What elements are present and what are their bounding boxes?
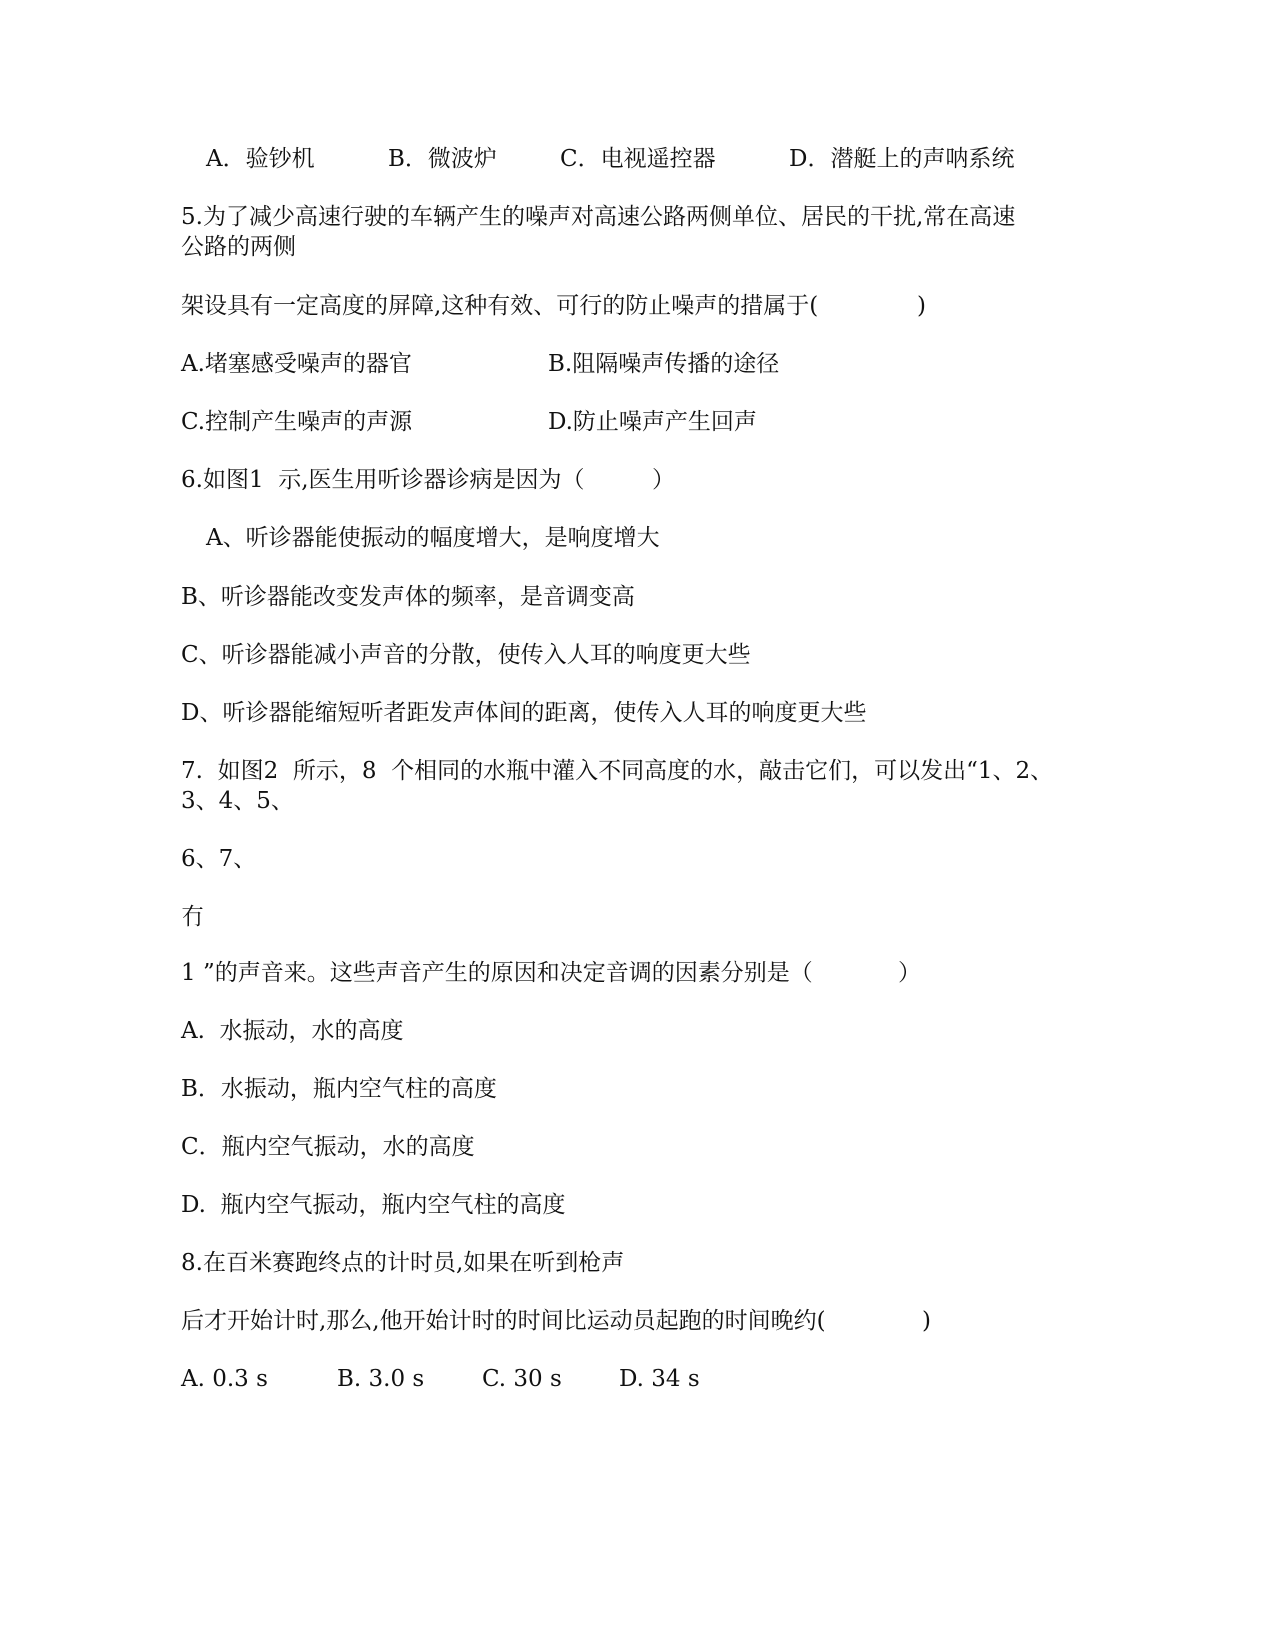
q7-stem-line-4: 冇 [181, 904, 204, 930]
q6-option-a: A、听诊器能使振动的幅度增大，是响度增大 [206, 525, 660, 551]
q5-option-a: A.堵塞感受噪声的器官 [181, 351, 412, 377]
q4-option-b: B．微波炉 [388, 146, 497, 172]
q7-stem-line-5: 1 ”的声音来。这些声音产生的原因和决定音调的因素分别是（ [181, 960, 813, 986]
q8-answer-paren: ) [922, 1308, 931, 1334]
q6-option-b: B、听诊器能改变发声体的频率，是音调变高 [181, 584, 635, 610]
q7-stem-line-2: 3、4、5、 [181, 788, 294, 814]
q8-option-c: C. 30 s [482, 1366, 562, 1392]
q8-stem-line-1: 8.在百米赛跑终点的计时员,如果在听到枪声 [181, 1250, 625, 1276]
q5-stem-line-2: 公路的两侧 [181, 234, 296, 260]
q4-option-c: C．电视遥控器 [560, 146, 716, 172]
q7-stem-line-3: 6、7、 [181, 846, 257, 872]
q7-answer-paren: ） [898, 960, 921, 986]
q5-option-c: C.控制产生噪声的声源 [181, 409, 413, 435]
q5-stem-line-3: 架设具有一定高度的屏障,这种有效、可行的防止噪声的措属于( [181, 293, 819, 319]
q6-stem: 6.如图1 示,医生用听诊器诊病是因为（ [181, 467, 585, 493]
q5-answer-paren: ) [917, 293, 926, 319]
q5-option-b: B.阻隔噪声传播的途径 [548, 351, 780, 377]
q8-option-b: B. 3.0 s [337, 1366, 425, 1392]
q7-option-d: D. 瓶内空气振动，瓶内空气柱的高度 [181, 1192, 566, 1218]
q6-option-c: C、听诊器能减小声音的分散，使传入人耳的响度更大些 [181, 642, 751, 668]
q8-option-d: D. 34 s [619, 1366, 700, 1392]
q7-option-b: B．水振动，瓶内空气柱的高度 [181, 1076, 497, 1102]
q7-option-a: A. 水振动，水的高度 [181, 1018, 404, 1044]
q6-answer-paren: ） [652, 467, 675, 493]
q5-stem-line-1: 5.为了减少高速行驶的车辆产生的噪声对高速公路两侧单位、居民的干扰,常在高速 [181, 204, 1016, 230]
q4-option-d: D．潜艇上的声呐系统 [789, 146, 1015, 172]
q8-option-a: A. 0.3 s [181, 1366, 268, 1392]
q7-option-c: C．瓶内空气振动，水的高度 [181, 1134, 475, 1160]
q7-stem-line-1: 7. 如图2 所示，8 个相同的水瓶中灌入不同高度的水，敲击它们，可以发出“1、2、 [181, 758, 1054, 784]
q5-option-d: D.防止噪声产生回声 [548, 409, 757, 435]
q8-stem-line-2: 后才开始计时,那么,他开始计时的时间比运动员起跑的时间晚约( [181, 1308, 826, 1334]
q4-option-a: A．验钞机 [206, 146, 315, 172]
q6-option-d: D、听诊器能缩短听者距发声体间的距离，使传入人耳的响度更大些 [181, 700, 867, 726]
